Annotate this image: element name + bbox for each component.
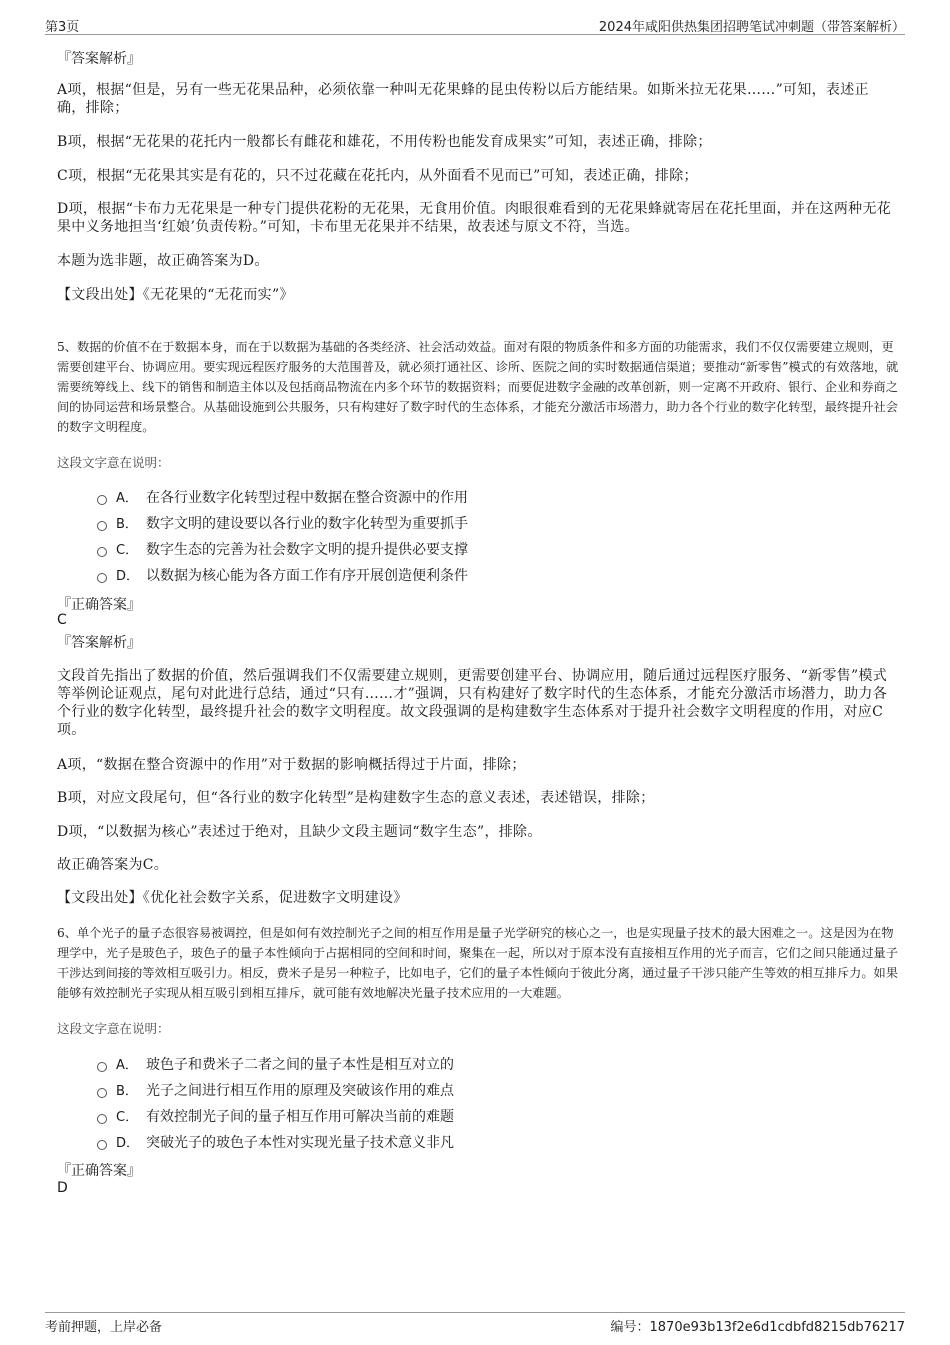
analysis-option-a: A项，“数据在整合资源中的作用”对于数据的影响概括得过于片面，排除； xyxy=(57,757,526,773)
option-text: 在各行业数字化转型过程中数据在整合资源中的作用 xyxy=(146,490,468,506)
radio-icon[interactable] xyxy=(97,1114,107,1124)
q6-option-a[interactable] xyxy=(97,1054,454,1074)
option-key: B． xyxy=(116,517,138,532)
page-number: 第3页 xyxy=(45,20,80,35)
option-text: 突破光子的玻色子本性对实现光量子技术意义非凡 xyxy=(146,1135,454,1151)
radio-icon[interactable] xyxy=(97,495,107,505)
option-key: A． xyxy=(116,1058,138,1073)
question-5-text: 5、数据的价值不在于数据本身，而在于以数据为基础的各类经济、社会活动效益。面对有限的物质条件和多方面的功能需求，我们不仅仅需要建立规则，更需要创建平台、协调应用。要实现远程医疗服务的大范围普及，就必须打通社区、诊所、医院之间的实时数据通信渠道；要推动“新零售”模式的有效落地，就需要统筹线上、线下的销售和制造主体以及包括商品物流在内多个环节的数据资料；而要促进数字金融的改革创新，则一定离不开政府、银行、企业和券商之间的协同运营和场景整合。从基础设施到公共服务，只有构建好了数字时代的生态体系，才能充分激活市场潜力，助力各个行业的数字化转型，最终提升社会的数字文明程度。 xyxy=(57,340,899,434)
q6-option-b[interactable] xyxy=(97,1080,454,1100)
option-key: D． xyxy=(116,1136,140,1151)
answer-conclusion: 故正确答案为C。 xyxy=(57,857,169,873)
radio-icon[interactable] xyxy=(97,1088,107,1098)
document-title: 2024年咸阳供热集团招聘笔试冲刺题（带答案解析） xyxy=(598,20,905,35)
page-footer xyxy=(45,1312,905,1337)
option-key: C． xyxy=(116,543,139,558)
q6-option-c[interactable] xyxy=(97,1106,454,1126)
analysis-option-b: B项，对应文段尾句，但“各行业的数字化转型”是构建数字生态的意义表述，表述错误，排除； xyxy=(57,790,655,806)
answer-conclusion: 本题为选非题，故正确答案为D。 xyxy=(57,253,269,269)
option-key: C． xyxy=(116,1110,139,1125)
option-text: 数字生态的完善为社会数字文明的提升提供必要支撑 xyxy=(146,542,468,558)
q5-option-c[interactable] xyxy=(97,539,468,559)
analysis-option-d: D项，根据“卡布力无花果是一种专门提供花粉的无花果，无食用价值。肉眼很难看到的无花果蜂就寄居在花托里面，并在这两种无花果中义务地担当‘红娘’负责传粉。”可知，卡布里无花果并不结果，故表述与原文不符，当选。 xyxy=(57,201,892,235)
radio-icon[interactable] xyxy=(97,547,107,557)
correct-answer-label: 『正确答案』 xyxy=(57,597,141,613)
option-text: 数字文明的建设要以各行业的数字化转型为重要抓手 xyxy=(146,516,468,532)
option-key: D． xyxy=(116,569,140,584)
analysis-label: 『答案解析』 xyxy=(57,635,141,651)
document-id: 编号：1870e93b13f2e6d1cdbfd8215db76217 xyxy=(610,1320,905,1335)
correct-answer-value: D xyxy=(57,1180,68,1196)
correct-answer-label: 『正确答案』 xyxy=(57,1163,141,1179)
option-text: 以数据为核心能为各方面工作有序开展创造便利条件 xyxy=(146,568,468,584)
q5-option-d[interactable] xyxy=(97,565,468,585)
q5-option-b[interactable] xyxy=(97,513,468,533)
analysis-body: 文段首先指出了数据的价值，然后强调我们不仅需要建立规则，更需要创建平台、协调应用，随后通过远程医疗服务、“新零售”模式等举例论证观点，尾句对此进行总结，通过“只有……才”强调，只有构建好了数字时代的生态体系，才能充分激活市场潜力，助力各个行业的数字化转型，最终提升社会的数字文明程度。故文段强调的是构建数字生态体系对于提升社会数字文明程度的作用，对应C项。 xyxy=(57,668,888,738)
radio-icon[interactable] xyxy=(97,573,107,583)
option-text: 玻色子和费米子二者之间的量子本性是相互对立的 xyxy=(146,1057,454,1073)
question-5-prompt: 这段文字意在说明： xyxy=(57,455,170,470)
option-key: A． xyxy=(116,491,138,506)
question-6-prompt: 这段文字意在说明： xyxy=(57,1021,170,1036)
text-source: 【文段出处】《优化社会数字关系，促进数字文明建设》 xyxy=(57,890,408,906)
analysis-option-b: B项，根据“无花果的花托内一般都长有雌花和雄花，不用传粉也能发育成果实”可知，表述正确，排除； xyxy=(57,134,712,150)
option-key: B． xyxy=(116,1084,138,1099)
analysis-label: 『答案解析』 xyxy=(57,51,141,67)
question-6-text: 6、单个光子的量子态很容易被调控，但是如何有效控制光子之间的相互作用是量子光学研究的核心之一，也是实现量子技术的最大困难之一。这是因为在物理学中，光子是玻色子，玻色子的量子本性倾向于占据相同的空间和时间，聚集在一起，所以对于原本没有直接相互作用的光子而言，它们之间只能通过量子干涉达到间接的等效相互吸引力。相反，费米子是另一种粒子，比如电子，它们的量子本性倾向于彼此分离，通过量子干涉只能产生等效的相互排斥力。如果能够有效控制光子实现从相互吸引到相互排斥，就可能有效地解决光量子技术应用的一大难题。 xyxy=(57,926,898,1000)
q6-option-d[interactable] xyxy=(97,1132,454,1152)
text-source: 【文段出处】《无花果的“无花而实”》 xyxy=(57,287,294,303)
page-header xyxy=(45,14,905,35)
analysis-option-d: D项，“以数据为核心”表述过于绝对，且缺少文段主题词“数字生态”，排除。 xyxy=(57,824,542,840)
option-text: 有效控制光子间的量子相互作用可解决当前的难题 xyxy=(146,1109,454,1125)
analysis-option-c: C项，根据“无花果其实是有花的，只不过花藏在花托内，从外面看不见而已”可知，表述正确，排除； xyxy=(57,168,698,184)
option-text: 光子之间进行相互作用的原理及突破该作用的难点 xyxy=(146,1083,454,1099)
radio-icon[interactable] xyxy=(97,1062,107,1072)
radio-icon[interactable] xyxy=(97,1140,107,1150)
correct-answer-value: C xyxy=(57,612,67,628)
footer-slogan: 考前押题，上岸必备 xyxy=(45,1320,163,1335)
analysis-option-a: A项，根据“但是，另有一些无花果品种，必须依靠一种叫无花果蜂的昆虫传粉以后方能结果。如斯米拉无花果……”可知，表述正确，排除； xyxy=(57,82,869,116)
q5-option-a[interactable] xyxy=(97,487,468,507)
radio-icon[interactable] xyxy=(97,521,107,531)
